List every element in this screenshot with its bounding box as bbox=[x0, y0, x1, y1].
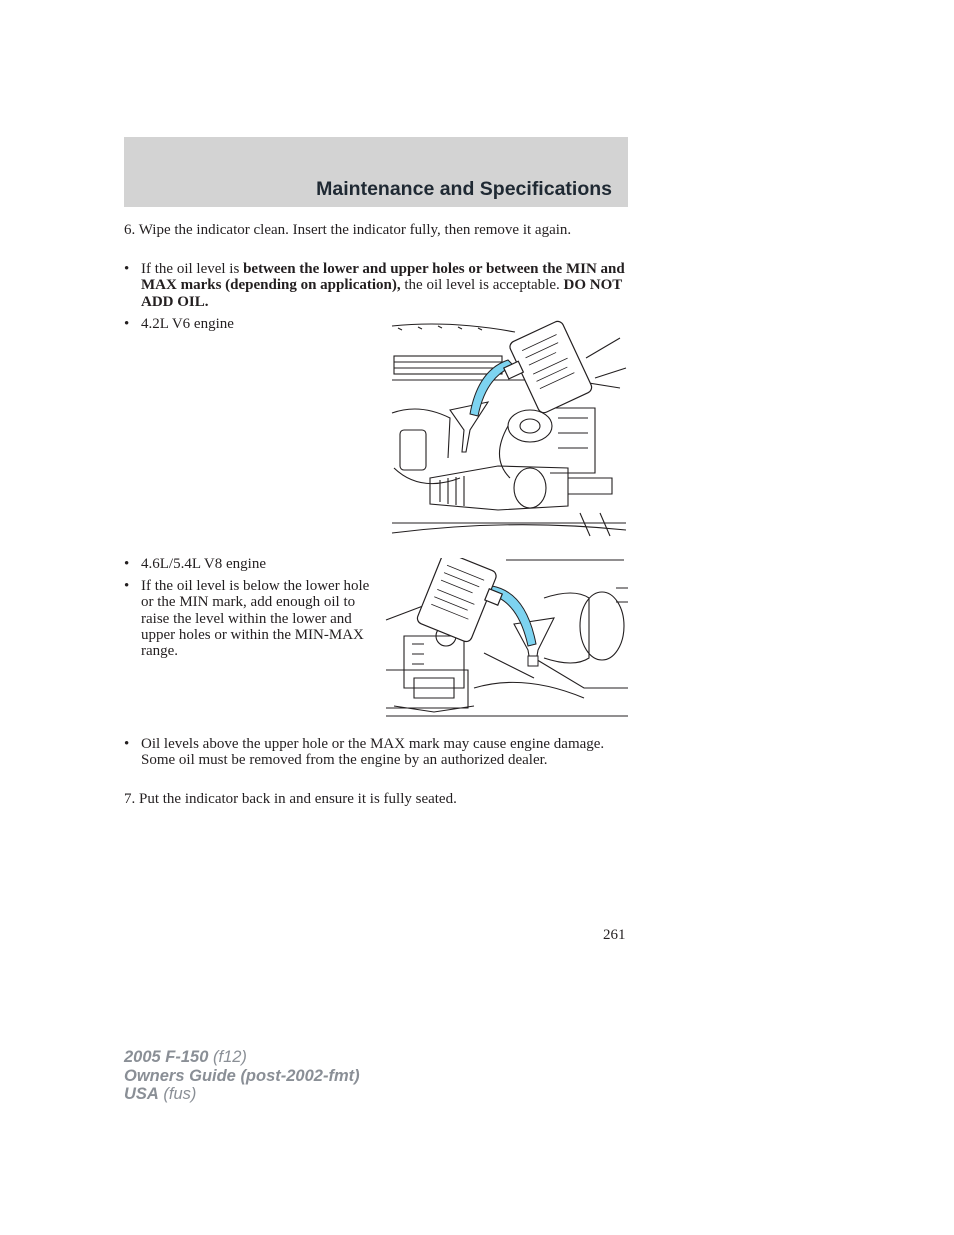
bullet-v8-engine: 4.6L/5.4L V8 engine bbox=[141, 556, 266, 572]
bullet-marker: • bbox=[124, 261, 130, 277]
bullet-bold-range: between the lower and upper holes or between the MIN and MAX marks (depending on application), bbox=[141, 261, 625, 294]
footer-line-model bbox=[124, 1048, 360, 1067]
section-header bbox=[124, 137, 628, 207]
bullet-prefix: If the oil level is bbox=[141, 261, 244, 277]
bullet-bold-warning: DO NOT ADD OIL. bbox=[141, 277, 622, 310]
page-number: 261 bbox=[603, 927, 626, 943]
bullet-middle: the oil level is acceptable. bbox=[400, 277, 564, 294]
footer-line-region bbox=[124, 1085, 360, 1104]
document-footer bbox=[124, 1048, 360, 1104]
footer-guide: Owners Guide (post-2002-fmt) bbox=[124, 1066, 360, 1085]
footer-region: USA bbox=[124, 1085, 159, 1103]
v8-engine-illustration bbox=[384, 558, 628, 720]
bullet-marker: • bbox=[124, 316, 130, 332]
bullet-oil-above-max: Oil levels above the upper hole or the MAX mark may cause engine damage. Some oil must be removed from the engine by an authorized dealer. bbox=[141, 736, 605, 769]
footer-line-guide bbox=[124, 1067, 360, 1086]
bullet-marker: • bbox=[124, 736, 130, 752]
step-7-text: 7. Put the indicator back in and ensure it is fully seated. bbox=[124, 791, 457, 807]
bullet-marker: • bbox=[124, 556, 130, 572]
bullet-oil-below-min: If the oil level is below the lower hole or the MIN mark, add enough oil to raise the level within the lower and upper holes or within the MIN-MAX range. bbox=[141, 578, 370, 660]
footer-region-code: (fus) bbox=[158, 1085, 197, 1103]
footer-model-code: (f12) bbox=[208, 1048, 247, 1066]
footer-model: 2005 F-150 bbox=[124, 1048, 209, 1066]
step-6-text: 6. Wipe the indicator clean. Insert the indicator fully, then remove it again. bbox=[124, 222, 572, 238]
v6-engine-illustration bbox=[390, 318, 628, 540]
bullet-oil-level-acceptable bbox=[141, 261, 626, 310]
bullet-v6-engine: 4.2L V6 engine bbox=[141, 316, 234, 332]
bullet-marker: • bbox=[124, 578, 130, 594]
section-title: Maintenance and Specifications bbox=[316, 178, 612, 200]
